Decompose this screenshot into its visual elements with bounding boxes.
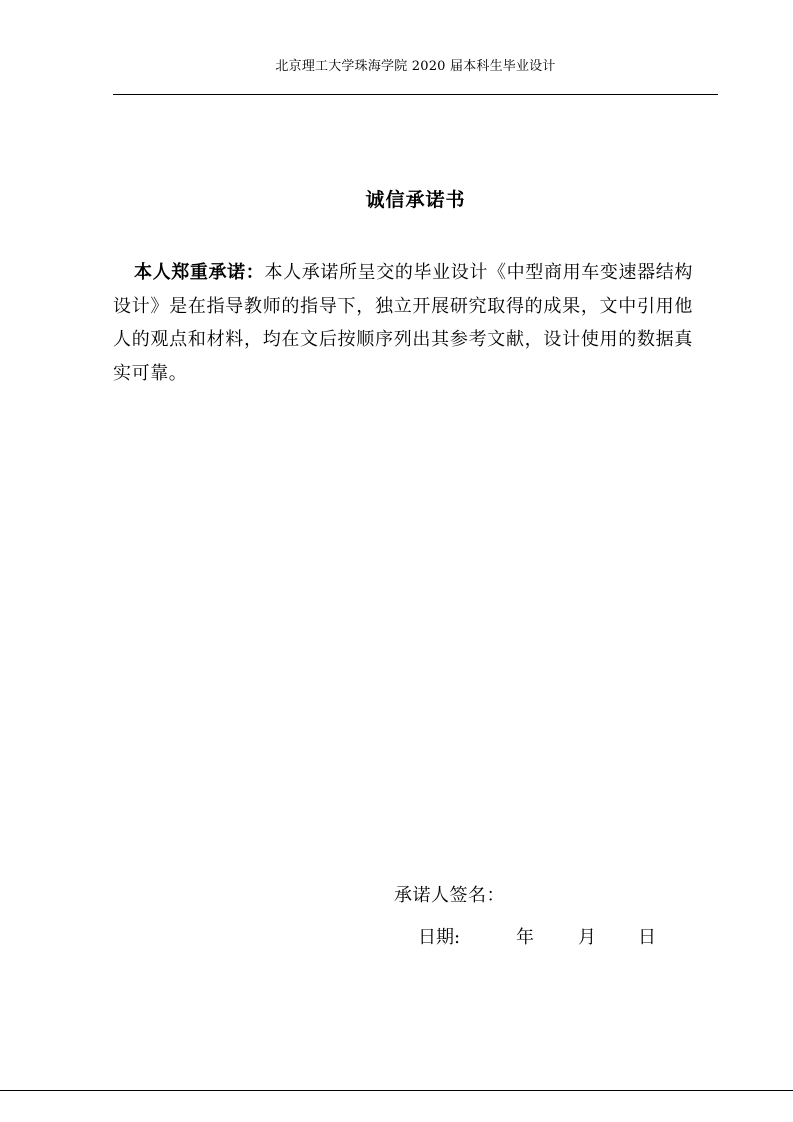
integrity-statement xyxy=(113,256,693,390)
day-label: 日 xyxy=(638,927,656,948)
header-divider xyxy=(113,94,718,95)
footer-divider xyxy=(0,1090,793,1091)
statement-lead: 本人郑重承诺： xyxy=(134,262,265,283)
document-title: 诚信承诺书 xyxy=(365,189,466,211)
date-line xyxy=(418,924,656,952)
month-label: 月 xyxy=(578,927,596,948)
signature-label: 承诺人签名： xyxy=(394,885,505,906)
year-label: 年 xyxy=(516,927,534,948)
date-label: 日期: xyxy=(418,927,461,948)
page-header: 北京理工大学珠海学院 2020 届本科生毕业设计 xyxy=(275,59,556,74)
statement-body: 本人承诺所呈交的毕业设计《中型商用车变速器结构设计》是在指导教师的指导下，独立开展研究取得的成果，文中引用他人的观点和材料，均在文后按顺序列出其参考文献，设计使用的数据真实可靠。 xyxy=(113,262,693,384)
